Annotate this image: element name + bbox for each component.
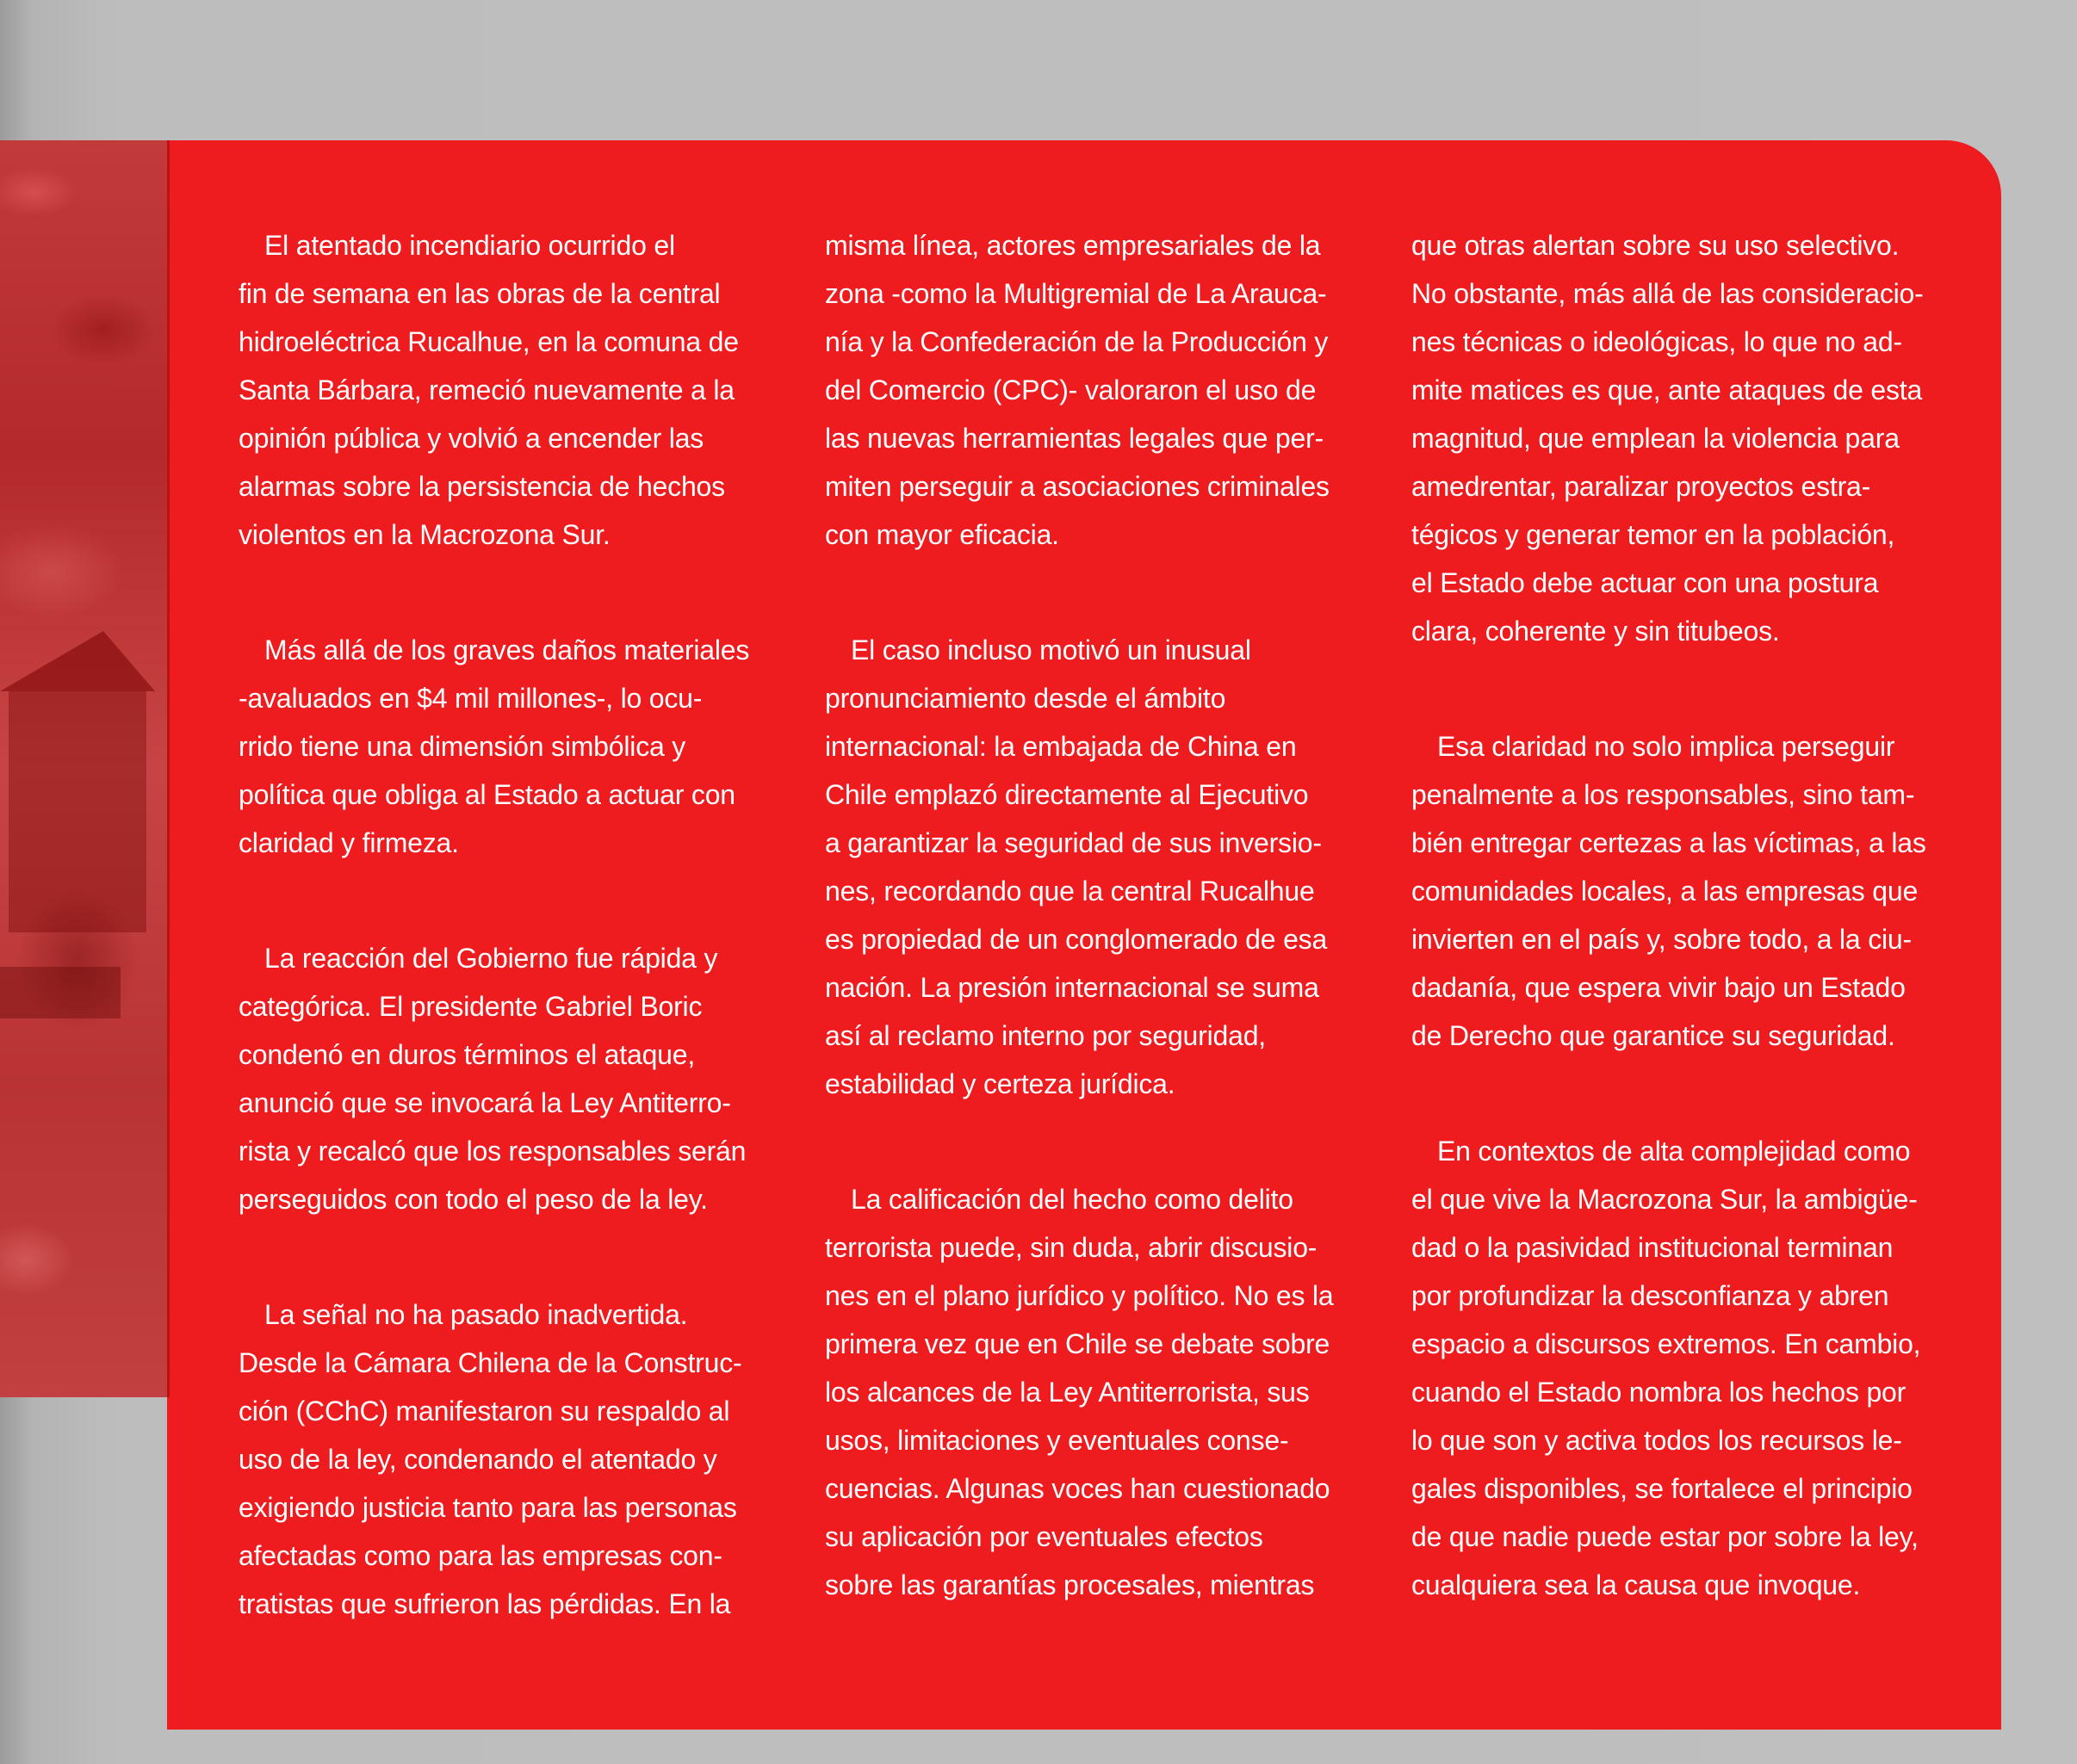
article-column-2 [825, 221, 1376, 1609]
paragraph: El caso incluso motivó un inusual pronunciamiento desde el ámbito internacional: la embajada de China en Chile emplazó directamente al Ejecutivo a garantizar la seguridad de sus inversio- nes, recordando que la central Rucalhue es propiedad de un conglomerado de esa nación. La presión internacional se suma así al reclamo interno por seguridad, estabilidad y certeza jurídica. [825, 634, 1328, 1099]
paragraph: En contextos de alta complejidad como el que vive la Macrozona Sur, la ambigüe- dad o la pasividad institucional terminan por profundizar la desconfianza y abren espacio a discursos extremos. En cambio, cuando el Estado nombra los hechos por lo que son y activa todos los recursos le- gales disponibles, se fortalece el principio de que nadie puede estar por sobre la ley, cualquiera sea la causa que invoque. [1411, 1136, 1921, 1600]
paragraph: La señal no ha pasado inadvertida. Desde la Cámara Chilena de la Construc- ción (CChC) manifestaron su respaldo al uso de la ley, condenando el atentado y exigiendo justicia tanto para las personas afectadas como para las empresas con- tratistas que sufrieron las pérdidas. En la [239, 1299, 742, 1619]
hut-base-shape [0, 967, 121, 1018]
paragraph-continued: misma línea, actores empresariales de la zona -como la Multigremial de La Arauca- nía y la Confederación de la Producción y del Comercio (CPC)- valoraron el uso de las nuevas herramientas legales que per- miten perseguir a asociaciones criminales con mayor eficacia. [825, 230, 1330, 550]
background-photo-strip [0, 140, 169, 1397]
hut-body-shape [9, 691, 146, 932]
paragraph-continued: que otras alertan sobre su uso selectivo. No obstante, más allá de las consideracio- nes técnicas o ideológicas, lo que no ad- mite matices es que, ante ataques de esta magnitud, que emplean la violencia para amedrentar, paralizar proyectos estra- tégicos y generar temor en la población, el Estado debe actuar con una postura clara, coherente y sin titubeos. [1411, 230, 1924, 647]
article-column-3 [1411, 221, 1962, 1609]
paragraph: El atentado incendiario ocurrido el fin de semana en las obras de la central hidroeléctrica Rucalhue, en la comuna de Santa Bárbara, remeció nuevamente a la opinión pública y volvió a encender las alarmas sobre la persistencia de hechos violentos en la Macrozona Sur. [239, 230, 739, 550]
hut-roof-shape [0, 631, 155, 691]
paragraph: Más allá de los graves daños materiales -avaluados en $4 mil millones-, lo ocu- rrido tiene una dimensión simbólica y política que obliga al Estado a actuar con claridad y firmeza. [239, 634, 750, 858]
article-column-1 [239, 221, 790, 1628]
panel-left-edge [167, 140, 170, 1397]
paragraph: Esa claridad no solo implica perseguir penalmente a los responsables, sino tam- bién entregar certezas a las víctimas, a las comunidades locales, a las empresas que invierten en el país y, sobre todo, a la ciu- dadanía, que espera vivir bajo un Estado de Derecho que garantice su seguridad. [1411, 731, 1926, 1051]
paragraph: La calificación del hecho como delito terrorista puede, sin duda, abrir discusio- nes en el plano jurídico y político. No es la primera vez que en Chile se debate sobre los alcances de la Ley Antiterrorista, sus usos, limitaciones y eventuales conse- cuencias. Algunas voces han cuestionado su aplicación por eventuales efectos sobre las garantías procesales, mientras [825, 1184, 1334, 1600]
paragraph: La reacción del Gobierno fue rápida y categórica. El presidente Gabriel Boric condenó en duros términos el ataque, anunció que se invocará la Ley Antiterro- rista y recalcó que los responsables serán perseguidos con todo el peso de la ley. [239, 943, 747, 1215]
